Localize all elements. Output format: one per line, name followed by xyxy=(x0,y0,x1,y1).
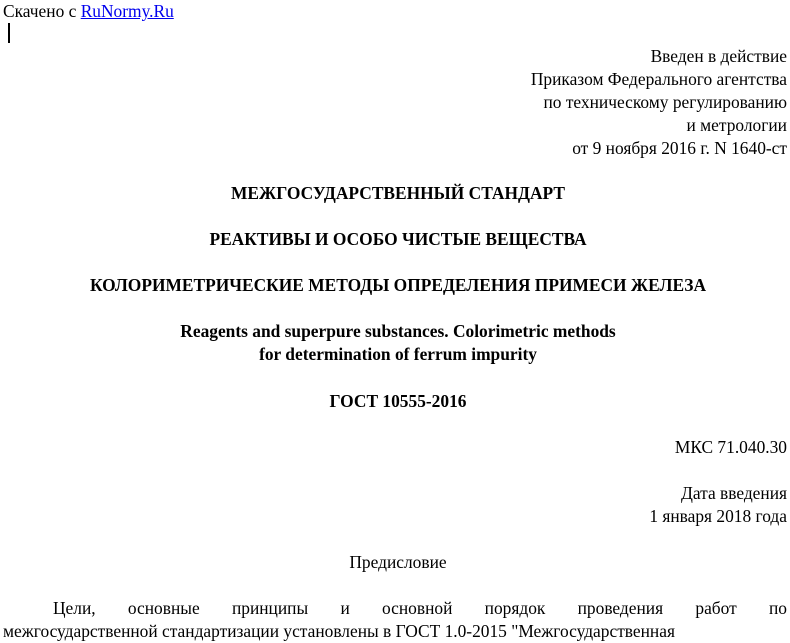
enactment-block xyxy=(531,45,787,160)
enactment-line: Введен в действие xyxy=(650,46,787,66)
standard-type-heading: МЕЖГОСУДАРСТВЕННЫЙ СТАНДАРТ xyxy=(231,183,565,203)
title-heading-1: РЕАКТИВЫ И ОСОБО ЧИСТЫЕ ВЕЩЕСТВА xyxy=(209,229,587,249)
source-prefix: Скачено с xyxy=(3,1,81,21)
word: основные xyxy=(127,598,200,618)
introduction-date-value: 1 января 2018 года xyxy=(649,506,787,526)
enactment-line: Приказом Федерального агентства xyxy=(530,69,787,89)
preface-title: Предисловие xyxy=(349,552,447,572)
paragraph-line-1 xyxy=(3,597,787,620)
introduction-date-label: Дата введения xyxy=(681,483,787,503)
title-heading-2: КОЛОРИМЕТРИЧЕСКИЕ МЕТОДЫ ОПРЕДЕЛЕНИЯ ПРИМЕСИ ЖЕЛЕЗА xyxy=(90,275,706,295)
word: Цели, xyxy=(53,598,96,618)
preface-paragraph xyxy=(3,597,787,643)
word: по xyxy=(768,598,787,618)
introduction-date-block xyxy=(649,482,787,528)
mks-code: МКС 71.040.30 xyxy=(674,437,787,457)
word: и xyxy=(340,598,350,618)
english-title-line: Reagents and superpure substances. Colorimetric methods xyxy=(180,321,616,341)
word: принципы xyxy=(231,598,309,618)
english-title xyxy=(0,320,790,366)
word: проведения xyxy=(577,598,664,618)
word: порядок xyxy=(484,598,546,618)
enactment-line: и метрологии xyxy=(686,115,787,135)
text-cursor xyxy=(8,23,10,43)
paragraph-line-2: межгосударственной стандартизации установлены в ГОСТ 1.0-2015 "Межгосударственная xyxy=(3,621,675,641)
enactment-line: от 9 ноября 2016 г. N 1640-ст xyxy=(572,138,787,158)
english-title-line: for determination of ferrum impurity xyxy=(259,344,537,364)
word: основной xyxy=(382,598,453,618)
gost-number: ГОСТ 10555-2016 xyxy=(329,391,467,411)
word: работ xyxy=(695,598,737,618)
runormy-link[interactable]: RuNormy.Ru xyxy=(80,1,174,21)
source-line xyxy=(3,1,174,21)
enactment-line: по техническому регулированию xyxy=(543,92,787,112)
